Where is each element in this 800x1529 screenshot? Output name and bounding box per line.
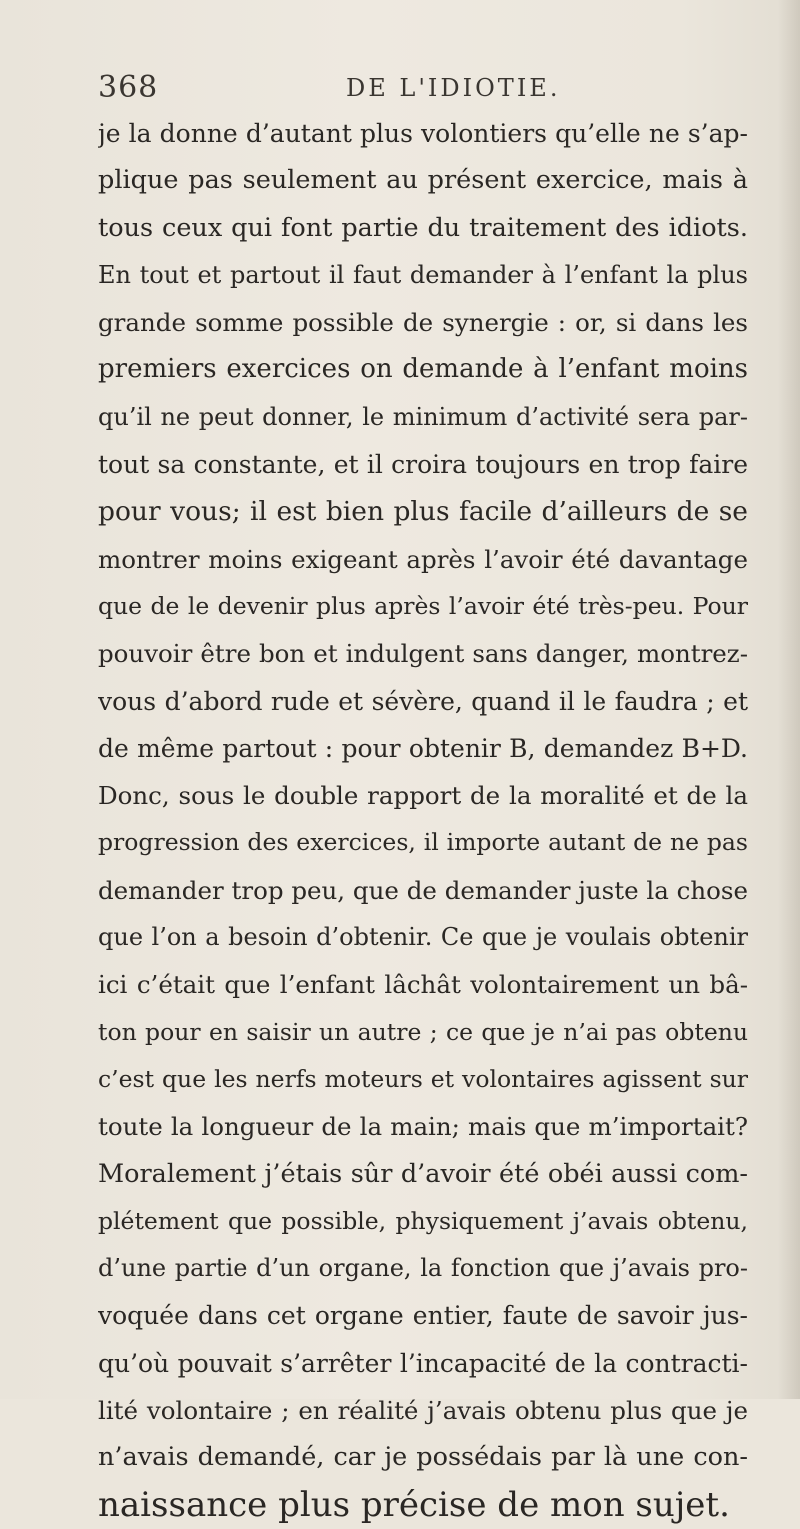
text-line: tout sa constante, et il croira toujours en trop faire bbox=[98, 450, 748, 480]
page-header bbox=[98, 70, 738, 110]
text-line-last: naissance plus précise de mon sujet. bbox=[98, 1484, 730, 1525]
text-line: premiers exercices on demande à l’enfant moins bbox=[98, 354, 748, 385]
text-line: pour vous; il est bien plus facile d’ailleurs de se bbox=[98, 496, 748, 528]
text-line: ton pour en saisir un autre ; ce que je n’ai pas obtenu bbox=[98, 1017, 748, 1046]
running-head: DE L'IDIOTIE. bbox=[346, 74, 561, 102]
text-line: qu’il ne peut donner, le minimum d’activité sera par- bbox=[98, 402, 748, 431]
text-line: progression des exercices, il importe autant de ne pas bbox=[98, 828, 748, 857]
text-line: Donc, sous le double rapport de la moralité et de la bbox=[98, 781, 748, 811]
text-line: que de le devenir plus après l’avoir été très-peu. Pour bbox=[98, 591, 748, 620]
text-line: toute la longueur de la main; mais que m’importait? bbox=[98, 1112, 748, 1142]
text-line: demander trop peu, que de demander juste la chose bbox=[98, 875, 748, 905]
body-text bbox=[98, 110, 748, 1529]
page-number: 368 bbox=[98, 70, 159, 105]
text-line: lité volontaire ; en réalité j’avais obtenu plus que je bbox=[98, 1396, 748, 1426]
text-line: montrer moins exigeant après l’avoir été davantage bbox=[98, 544, 748, 574]
text-line: qu’où pouvait s’arrêter l’incapacité de la contracti- bbox=[98, 1348, 748, 1378]
text-line: d’une partie d’un organe, la fonction que j’avais pro- bbox=[98, 1254, 748, 1283]
text-line: plique pas seulement au présent exercice, mais à bbox=[98, 165, 748, 196]
text-line: je la donne d’autant plus volontiers qu’elle ne s’ap- bbox=[98, 119, 748, 148]
text-line: vous d’abord rude et sévère, quand il le faudra ; et bbox=[98, 686, 748, 716]
text-line: n’avais demandé, car je possédais par là une con- bbox=[98, 1442, 748, 1473]
text-line: En tout et partout il faut demander à l’enfant la plus bbox=[98, 260, 748, 289]
text-line: que l’on a besoin d’obtenir. Ce que je voulais obtenir bbox=[98, 923, 748, 952]
text-line: plétement que possible, physiquement j’avais obtenu, bbox=[98, 1206, 748, 1235]
page-edge-shadow bbox=[778, 0, 800, 1399]
text-line: ici c’était que l’enfant lâchât volontairement un bâ- bbox=[98, 970, 748, 1000]
text-line: tous ceux qui font partie du traitement des idiots. bbox=[98, 212, 748, 243]
text-line: grande somme possible de synergie : or, si dans les bbox=[98, 308, 748, 338]
text-line: c’est que les nerfs moteurs et volontaires agissent sur bbox=[98, 1064, 748, 1093]
text-line: Moralement j’étais sûr d’avoir été obéi aussi com- bbox=[98, 1158, 748, 1189]
text-line: pouvoir être bon et indulgent sans danger, montrez- bbox=[98, 639, 748, 669]
text-line: de même partout : pour obtenir B, demandez B+D. bbox=[98, 733, 748, 763]
text-line: voquée dans cet organe entier, faute de savoir jus- bbox=[98, 1301, 748, 1331]
